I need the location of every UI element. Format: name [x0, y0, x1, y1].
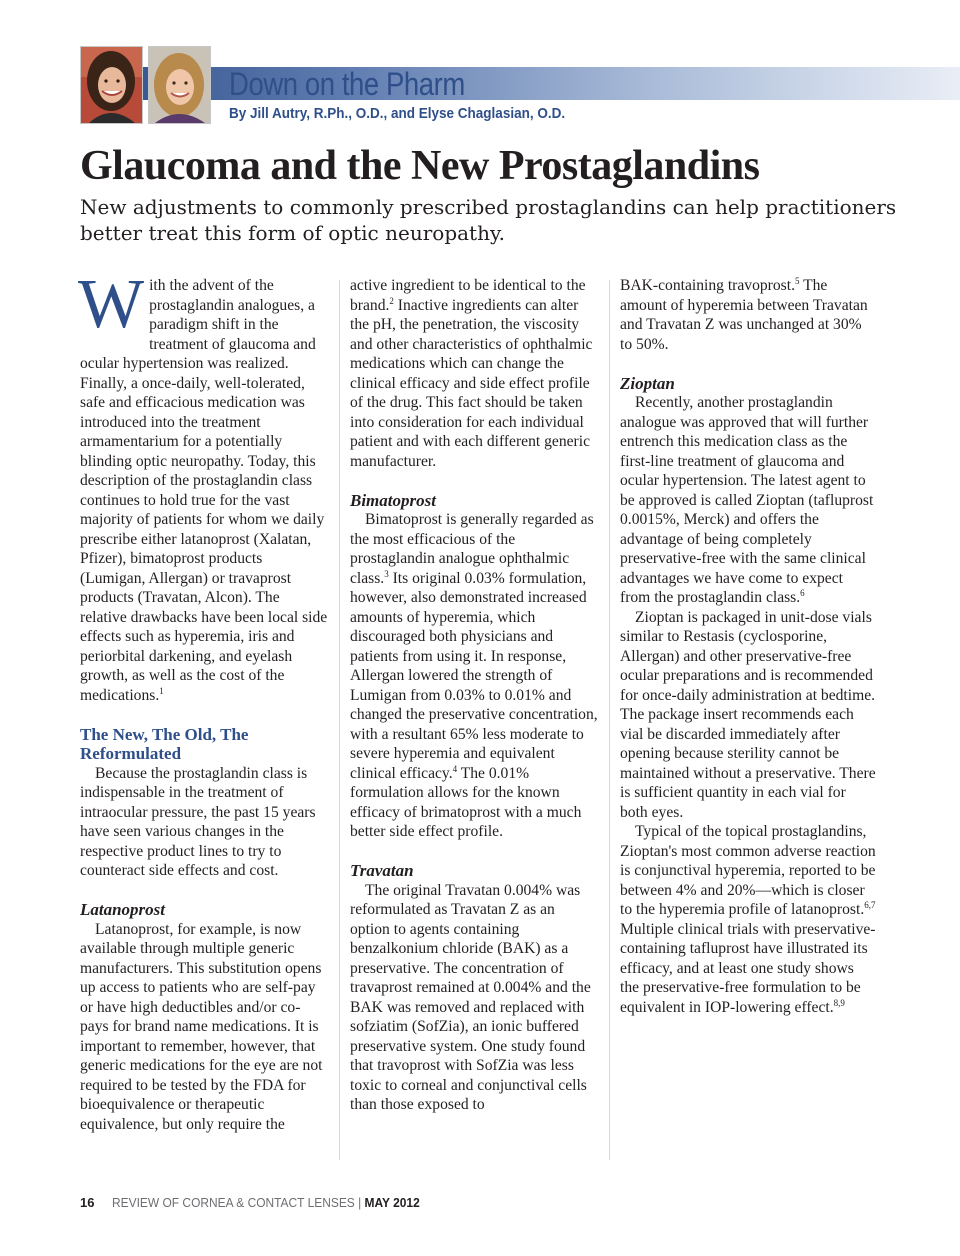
intro-paragraph	[78, 266, 328, 705]
body-text: Recently, another prostaglandin analogue was approved that will further entrench this medication class as the first-line treatment of glaucoma and ocular hypertension. The latest agent to be approved is called Zioptan (tafluprost 0.0015%, Merck) and offers the advantage of being completely preservative-free with the same clinical advantages we have come to expect from the prostaglandin class.	[620, 394, 874, 606]
issue-date: MAY 2012	[365, 1195, 421, 1210]
reference-marker: 2	[389, 295, 394, 306]
subsection-heading-latanoprost: Latanoprost	[80, 900, 166, 919]
reference-marker: 8,9	[833, 997, 845, 1008]
reference-marker: 4	[452, 763, 458, 774]
publication-name	[112, 1194, 420, 1212]
body-text: Inactive ingredients can alter the pH, the penetration, the viscosity and other characteristics of ophthalmic medications which can change the clinical efficacy and side effect profile of the drug. This fact should be taken into consideration for each individual patient and with each different generic manufacturer.	[350, 296, 593, 470]
page-number: 16	[80, 1195, 95, 1210]
body-paragraph	[350, 510, 598, 842]
text-column-3	[620, 276, 876, 1017]
column-header-bar	[80, 67, 960, 100]
text-column-2	[350, 276, 598, 1115]
subsection-heading-bimatoprost: Bimatoprost	[350, 490, 436, 510]
article-deck: New adjustments to commonly prescribed prostaglandins can help practitioners better treat this form of optic neuropathy.	[80, 195, 897, 245]
page-footer	[80, 1194, 447, 1212]
body-text: active ingredient to be identical to the brand.	[350, 277, 586, 314]
body-paragraph: Because the prostaglandin class is indispensable in the treatment of intraocular pressure, the past 15 years have seen various changes in the respective product lines to try to counteract side effects and cost.	[80, 764, 316, 879]
column-divider	[609, 280, 610, 1160]
reference-marker: 6,7	[864, 900, 876, 910]
body-paragraph	[620, 393, 876, 608]
reference-marker: 6	[800, 588, 805, 598]
body-text: Typical of the topical prostaglandins, Zioptan's most common adverse reaction is conjunctival hyperemia, reported to be between 4% and 20%—which is closer to the hyperemia profile of latanoprost.	[620, 823, 876, 918]
intro-text: ith the advent of the prostaglandin analogues, a paradigm shift in the treatment of glaucoma and ocular hypertension was realized. Finally, a once-daily, well-tolerated, safe and efficacious medication was introduced into the treatment armamentarium for a potentially blinding optic neuropathy. Today, this description of the prostaglandin class continues to hold true for the vast majority of patients for whom we daily prescribe either latanoprost (Xalatan, Pfizer), bimatoprost products (Lumigan, Allergan) or travaprost products (Travatan, Alcon). The relative drawbacks have been local side effects such as hyperemia, iris and periorbital darkening, and eyelash growth, as well as the cost of the medications.	[80, 277, 328, 704]
body-paragraph	[620, 276, 876, 354]
body-text: The amount of hyperemia between Travatan and Travatan Z was unchanged at 30% to 50%.	[620, 277, 868, 353]
article-title: Glaucoma and the New Prostaglandins	[80, 143, 760, 189]
reference-marker: 3	[384, 568, 389, 579]
author-photo-jill-autry	[80, 46, 143, 124]
body-paragraph: The original Travatan 0.004% was reformulated as Travatan Z as an option to agents containing benzalkonium chloride (BAK) as a preservative. The concentration of travaprost remained at 0.004% and the BAK was removed and replaced with sofziatim (SofZia), an ionic buffered preservative system. One study found that travoprost with SofZia was less toxic to corneal and conjunctival cells than those exposed to	[350, 881, 591, 1113]
body-paragraph	[350, 276, 598, 471]
byline: By Jill Autry, R.Ph., O.D., and Elyse Chaglasian, O.D.	[229, 105, 566, 122]
body-text: The 0.01% formulation allows for the known efficacy of brimatoprost with a much better side effect profile.	[350, 764, 582, 840]
body-text: Multiple clinical trials with preservative-containing tafluprost have illustrated its efficacy, and at least one study shows the preservative-free formulation to be equivalent in IOP-lowering effect.	[620, 920, 876, 1016]
reference-marker: 5	[794, 276, 800, 286]
body-paragraph: Zioptan is packaged in unit-dose vials similar to Restasis (cyclosporine, Allergan) and other preservative-free ocular preparations and is recommended for once-daily administration at bedtime. The package insert recommends each vial be discarded immediately after opening because sterility cannot be maintained without a preservative. There is sufficient quantity in each vial for both eyes.	[620, 608, 876, 821]
subsection-heading-travatan: Travatan	[350, 861, 414, 880]
subsection-heading-zioptan: Zioptan	[620, 373, 675, 393]
column-divider	[339, 280, 340, 1160]
text-column-1	[78, 266, 328, 1134]
body-text: Its original 0.03% formulation, however, also demonstrated increased amounts of hyperemia, which discouraged both physicians and patients from using it. In response, Allergan lowered the strength of Lumigan from 0.03% to 0.01% and changed the preservative concentration, with a resultant 65% less moderate to severe hyperemia and equivalent clinical efficacy.	[350, 569, 598, 782]
body-text: BAK-containing travoprost.	[620, 277, 795, 294]
publication-title: REVIEW OF CORNEA & CONTACT LENSES |	[112, 1195, 366, 1210]
author-portrait-2	[149, 47, 210, 123]
body-paragraph: Latanoprost, for example, is now available through multiple generic manufacturers. This substitution opens up access to patients who are self-pay or have high deductibles and/or co-pays for brand name medications. It is important to remember, however, that generic medications for the eye are not required to be tested by the FDA for bioequivalence or therapeutic equivalence, but only require the	[80, 920, 323, 1133]
body-paragraph	[620, 822, 876, 1017]
section-heading: The New, The Old, The Reformulated	[80, 724, 249, 763]
drop-cap: W	[78, 266, 145, 343]
column-title: Down on the Pharm	[229, 66, 465, 102]
body-text: Bimatoprost is generally regarded as the most efficacious of the prostaglandin analogue ophthalmic class.	[350, 511, 594, 587]
reference-marker: 1	[159, 685, 164, 696]
author-photo-elyse-chaglasian	[148, 46, 211, 124]
author-portrait-1	[81, 47, 142, 123]
